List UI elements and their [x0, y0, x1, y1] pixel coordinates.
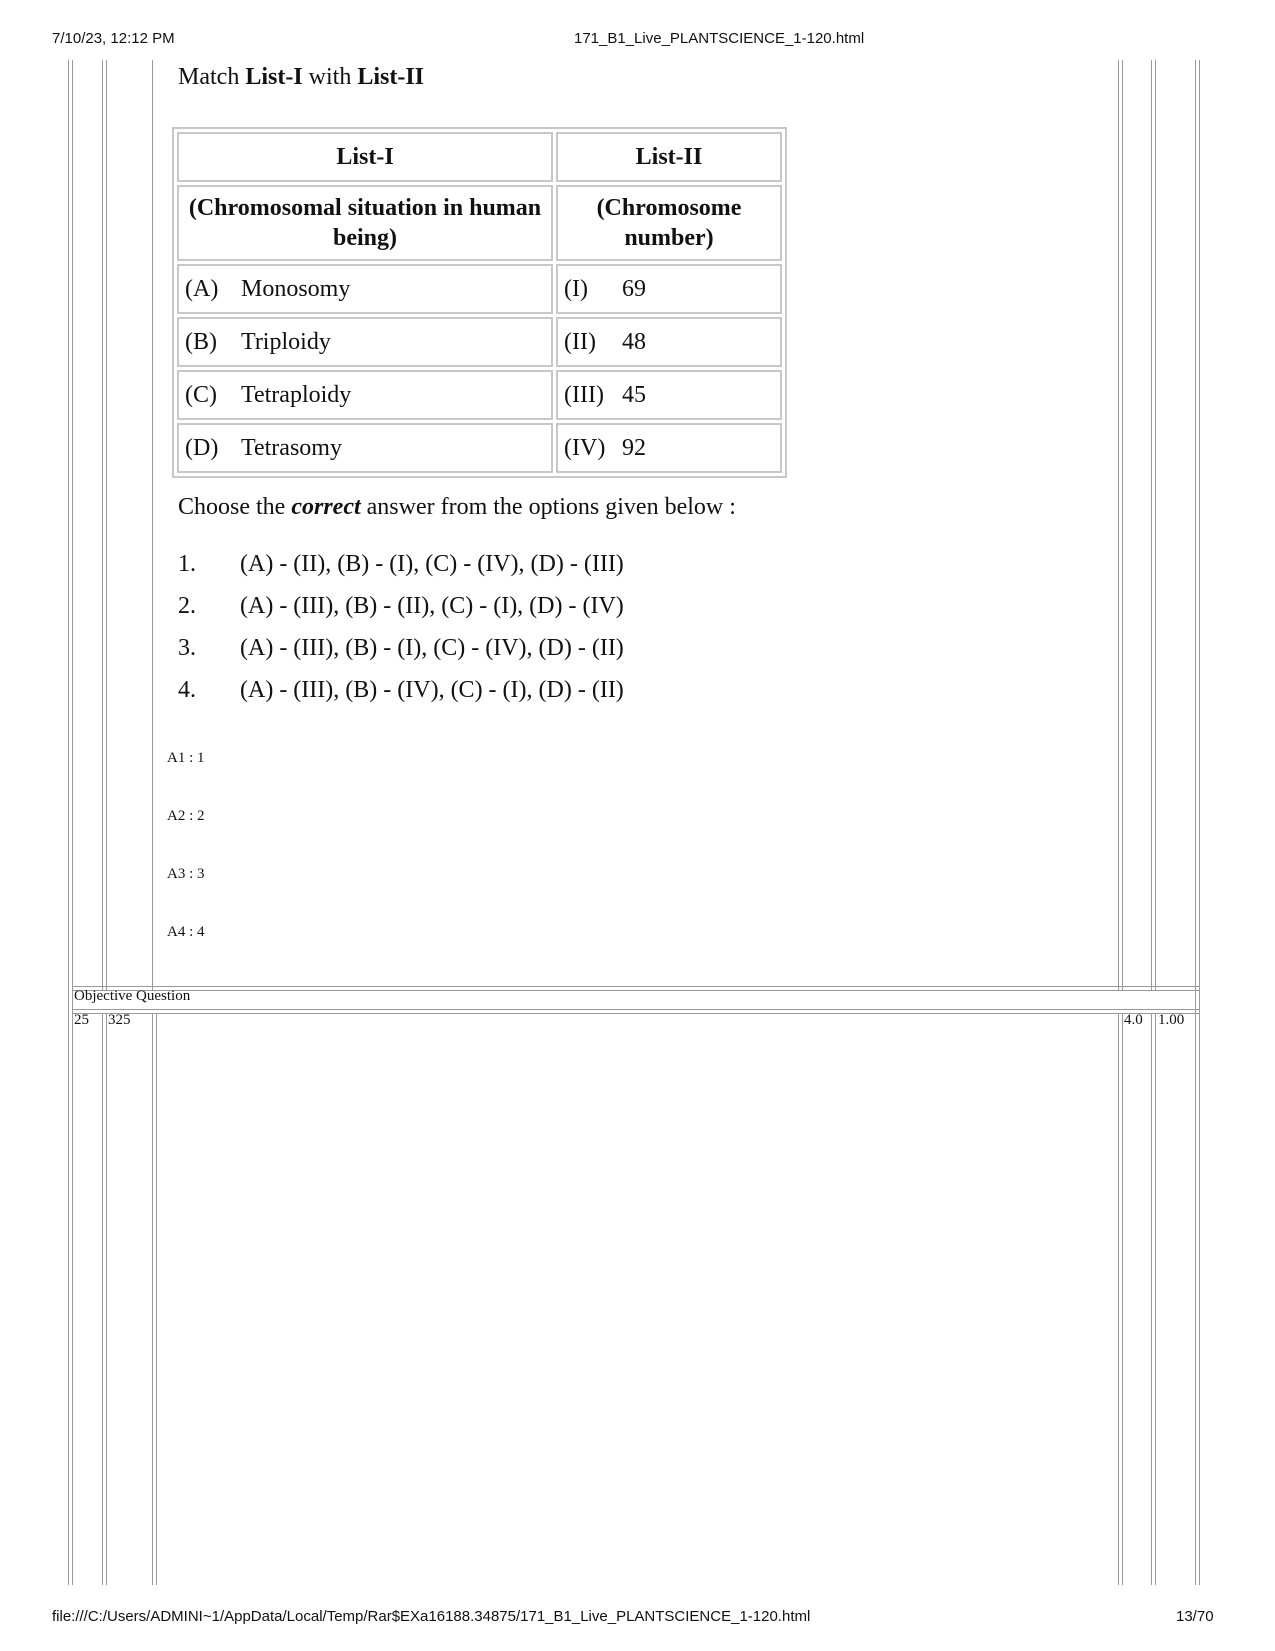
question-number: 25	[74, 1012, 89, 1028]
option-2	[178, 593, 624, 620]
option-number: 3.	[178, 635, 196, 661]
option-3	[178, 635, 624, 662]
section-label: Objective Question	[74, 988, 191, 1004]
document-title: 171_B1_Live_PLANTSCIENCE_1-120.html	[574, 30, 865, 47]
answer-key-1: A1 : 1	[167, 750, 205, 766]
instruction	[178, 494, 736, 521]
answer-key-4: A4 : 4	[167, 924, 205, 940]
option-number: 1.	[178, 551, 196, 577]
instruction-emphasis: correct	[291, 494, 361, 520]
row-text: Tetrasomy	[241, 434, 342, 461]
row-tag: (A)	[185, 275, 219, 302]
row-tag: (D)	[185, 434, 219, 461]
row-value: 69	[622, 275, 646, 302]
option-text: (A) - (II), (B) - (I), (C) - (IV), (D) - (III)	[240, 551, 624, 577]
row-tag: (II)	[564, 328, 596, 355]
table-row	[177, 370, 782, 420]
stem-list1: List-I	[245, 64, 303, 90]
match-table	[172, 127, 787, 478]
row-tag: (C)	[185, 381, 217, 408]
row-text: Monosomy	[241, 275, 351, 302]
marks-value: 4.0	[1124, 1012, 1143, 1028]
stem-with: with	[302, 64, 358, 90]
print-datetime: 7/10/23, 12:12 PM	[52, 30, 175, 47]
option-1	[178, 551, 624, 578]
question-stem	[178, 64, 424, 91]
instruction-b: answer from the options given below :	[360, 494, 736, 520]
col1-title: List-I	[177, 132, 553, 182]
row-text: Triploidy	[241, 328, 331, 355]
row-tag: (IV)	[564, 434, 606, 461]
option-4	[178, 677, 624, 704]
option-number: 4.	[178, 677, 196, 703]
row-value: 45	[622, 381, 646, 408]
stem-prefix: Match	[178, 64, 246, 90]
table-row	[177, 423, 782, 473]
table-row	[177, 264, 782, 314]
page-number: 13/70	[1176, 1608, 1214, 1625]
row-text: Tetraploidy	[241, 381, 352, 408]
stem-list2: List-II	[357, 64, 425, 90]
row-value: 92	[622, 434, 646, 461]
option-text: (A) - (III), (B) - (I), (C) - (IV), (D) - (II)	[240, 635, 624, 661]
row-tag: (I)	[564, 275, 588, 302]
col2-subtitle: (Chromosome number)	[556, 185, 782, 261]
question-id: 325	[108, 1012, 131, 1028]
row-value: 48	[622, 328, 646, 355]
answer-key-2: A2 : 2	[167, 808, 205, 824]
row-tag: (B)	[185, 328, 217, 355]
negative-marks-value: 1.00	[1158, 1012, 1185, 1028]
file-path: file:///C:/Users/ADMINI~1/AppData/Local/Temp/Rar$EXa16188.34875/171_B1_Live_PLANTSCIENCE_1-120.html	[52, 1608, 811, 1625]
table-row	[177, 317, 782, 367]
col1-subtitle: (Chromosomal situation in human being)	[177, 185, 553, 261]
instruction-a: Choose the	[178, 494, 292, 520]
option-text: (A) - (III), (B) - (IV), (C) - (I), (D) - (II)	[240, 677, 624, 703]
row-tag: (III)	[564, 381, 604, 408]
option-text: (A) - (III), (B) - (II), (C) - (I), (D) - (IV)	[240, 593, 624, 619]
answer-key-3: A3 : 3	[167, 866, 205, 882]
option-number: 2.	[178, 593, 196, 619]
col2-title: List-II	[556, 132, 782, 182]
